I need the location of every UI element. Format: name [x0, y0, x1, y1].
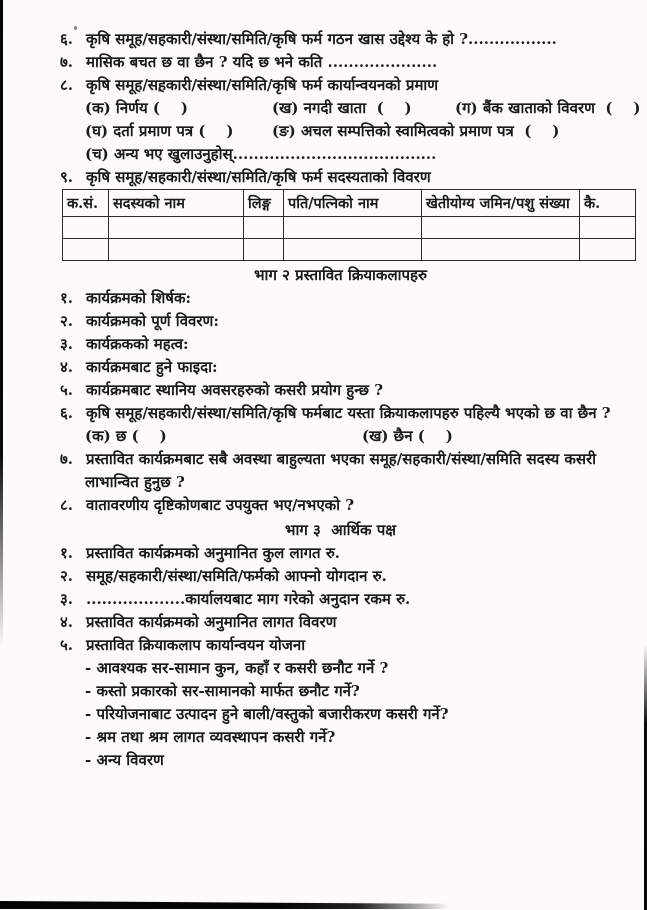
col-land-livestock: खेतीयोग्य जमिन/पशु संख्या [422, 190, 580, 217]
item-text: कार्यक्रमको शिर्षक: [86, 289, 192, 307]
part2-heading: भाग २ प्रस्तावित क्रियाकलापहरु [254, 266, 427, 284]
table-empty-cell [63, 217, 109, 239]
question-number: ६. [60, 30, 74, 48]
question-text: कृषि समूह/सहकारी/संस्था/समिति/कृषि फर्म कार्यान्वयनको प्रमाण [86, 76, 439, 94]
part2-item-6-options [60, 425, 645, 448]
part2-item-7-line2 [60, 471, 645, 494]
question-number: ७. [60, 53, 74, 71]
col-serial-number: क.सं. [63, 190, 109, 217]
question-text: मासिक बचत छ वा छैन ? यदि छ भने कति ..................... [86, 53, 438, 71]
item-text: कृषि समूह/सहकारी/संस्था/समिति/कृषि फर्मबाट यस्ता क्रियाकलापहरु पहिल्यै भएको छ वा छैन ? [86, 404, 611, 422]
question-8-options-row-2 [60, 120, 645, 143]
table-empty-cell [244, 217, 284, 239]
option-cha-fill-line: (च) अन्य भए खुलाउनुहोस्....................................... [85, 145, 437, 163]
item-number: ४. [60, 613, 74, 631]
question-8-options-row-1 [60, 97, 645, 120]
col-gender: लिङ्ग [244, 190, 284, 217]
part3-item-4 [60, 611, 645, 634]
item-number: ५. [60, 381, 74, 399]
item-number: ८. [60, 496, 74, 514]
option-nga-with-checkbox: (ङ) अचल सम्पत्तिको स्वामित्वको प्रमाण पत्र ( ) [272, 122, 560, 140]
members-table [62, 189, 636, 261]
option-gha-with-checkbox: (घ) दर्ता प्रमाण पत्र ( ) [85, 122, 234, 140]
table-empty-cell [580, 217, 636, 239]
part2-item-8 [60, 494, 645, 517]
table-empty-cell [284, 239, 422, 261]
table-empty-cell [244, 239, 284, 261]
option-ga-with-checkbox: (ग) बैंक खाताको विवरण ( ) [455, 99, 641, 117]
part2-item-2 [60, 310, 645, 333]
item-number: १. [60, 544, 74, 562]
option-ka-with-checkbox: (क) छ ( ) [85, 427, 167, 445]
part3-section [60, 519, 645, 772]
item-number: १. [60, 289, 74, 307]
option-kha-with-checkbox: (ख) छैन ( ) [362, 427, 453, 445]
item-text: कार्यक्रमको पूर्ण विवरण: [86, 312, 219, 330]
members-table-empty-row [63, 239, 636, 261]
item-number: ४. [60, 358, 74, 376]
part2-item-7-line1 [60, 448, 645, 471]
scan-bottom-bar-artifact [0, 901, 448, 909]
bullet-text: - कस्तो प्रकारको सर-सामानको मार्फत छनौट गर्ने? [85, 682, 360, 700]
question-text: कृषि समूह/सहकारी/संस्था/समिति/कृषि फर्म गठन खास उद्देश्य के हो ?................. [86, 30, 557, 48]
part2-item-1 [60, 287, 645, 310]
item-number: ३. [60, 335, 74, 353]
part3-item-5 [60, 634, 645, 657]
item-number: ६. [60, 404, 74, 422]
item-number: ७. [60, 450, 74, 468]
question-8-options-row-3 [60, 143, 645, 166]
part3-item-2 [60, 565, 645, 588]
table-empty-cell [109, 239, 244, 261]
option-ka-with-checkbox: (क) निर्णय ( ) [85, 99, 188, 117]
part2-item-3 [60, 333, 645, 356]
item-text: कार्यक्रकको महत्व: [86, 335, 189, 353]
item-number: २. [60, 567, 74, 585]
item-text: समूह/सहकारी/संस्था/समिति/फर्मको आफ्नो योगदान रु. [86, 567, 387, 585]
question-number: ८. [60, 76, 74, 94]
col-member-name: सदस्यको नाम [109, 190, 244, 217]
table-empty-cell [63, 239, 109, 261]
bullet-text: - अन्य विवरण [85, 751, 164, 769]
item-text: प्रस्तावित क्रियाकलाप कार्यान्वयन योजना [86, 636, 306, 654]
scan-edge-left-artifact [0, 0, 3, 648]
part3-bullet-2 [60, 680, 645, 703]
item-text-with-fill-line: ...................कार्यालयबाट माग गरेको अनुदान रकम रु. [86, 590, 411, 608]
part3-bullet-4 [60, 726, 645, 749]
part2-section [60, 264, 645, 517]
members-table-empty-row [63, 217, 636, 239]
col-remarks: कै. [580, 190, 636, 217]
item-text: कार्यक्रमबाट हुने फाइदा: [86, 358, 218, 376]
table-empty-cell [422, 217, 580, 239]
part3-item-3 [60, 588, 645, 611]
question-number: ९. [60, 168, 74, 186]
part2-item-4 [60, 356, 645, 379]
col-spouse-name: पति/पत्निको नाम [284, 190, 422, 217]
item-number: ३. [60, 590, 74, 608]
part3-item-1 [60, 542, 645, 565]
part2-item-5 [60, 379, 645, 402]
item-text: प्रस्तावित कार्यक्रमको अनुमानित कुल लागत रु. [86, 544, 341, 562]
item-number: ५. [60, 636, 74, 654]
question-9 [60, 166, 645, 189]
bullet-text: - श्रम तथा श्रम लागत व्यवस्थापन कसरी गर्ने? [85, 728, 336, 746]
table-empty-cell [284, 217, 422, 239]
item-text: प्रस्तावित कार्यक्रमबाट सबै अवस्था बाहुल्यता भएका समूह/सहकारी/संस्था/समिति सदस्य कसरी [86, 450, 597, 468]
part3-bullet-3 [60, 703, 645, 726]
bullet-text: - आवश्यक सर-सामान कुन, कहाँ र कसरी छनौट गर्ने ? [85, 659, 389, 677]
item-number: २. [60, 312, 74, 330]
table-empty-cell [422, 239, 580, 261]
table-empty-cell [109, 217, 244, 239]
item-text-continued: लाभान्वित हुनुछ ? [85, 473, 185, 491]
part3-bullet-5 [60, 749, 645, 772]
item-text: कार्यक्रमबाट स्थानिय अवसरहरुको कसरी प्रयोग हुन्छ ? [86, 381, 384, 399]
item-text: वातावरणीय दृष्टिकोणबाट उपयुक्त भए/नभएको ? [86, 496, 355, 514]
question-8 [60, 74, 645, 97]
bullet-text: - परियोजनाबाट उत्पादन हुने बाली/वस्तुको बजारीकरण कसरी गर्ने? [85, 705, 449, 723]
question-6 [60, 28, 645, 51]
part3-heading: भाग ३ आर्थिक पक्ष [284, 521, 397, 539]
option-kha-with-checkbox: (ख) नगदी खाता ( ) [272, 99, 412, 117]
members-table-header-row [63, 190, 636, 217]
part1-questions [60, 28, 645, 189]
part3-bullet-1 [60, 657, 645, 680]
question-7 [60, 51, 645, 74]
table-empty-cell [580, 239, 636, 261]
question-text: कृषि समूह/सहकारी/संस्था/समिति/कृषि फर्म सदस्यताको विवरण [86, 168, 431, 186]
item-text: प्रस्तावित कार्यक्रमको अनुमानित लागत विवरण [86, 613, 337, 631]
part2-item-6 [60, 402, 645, 425]
